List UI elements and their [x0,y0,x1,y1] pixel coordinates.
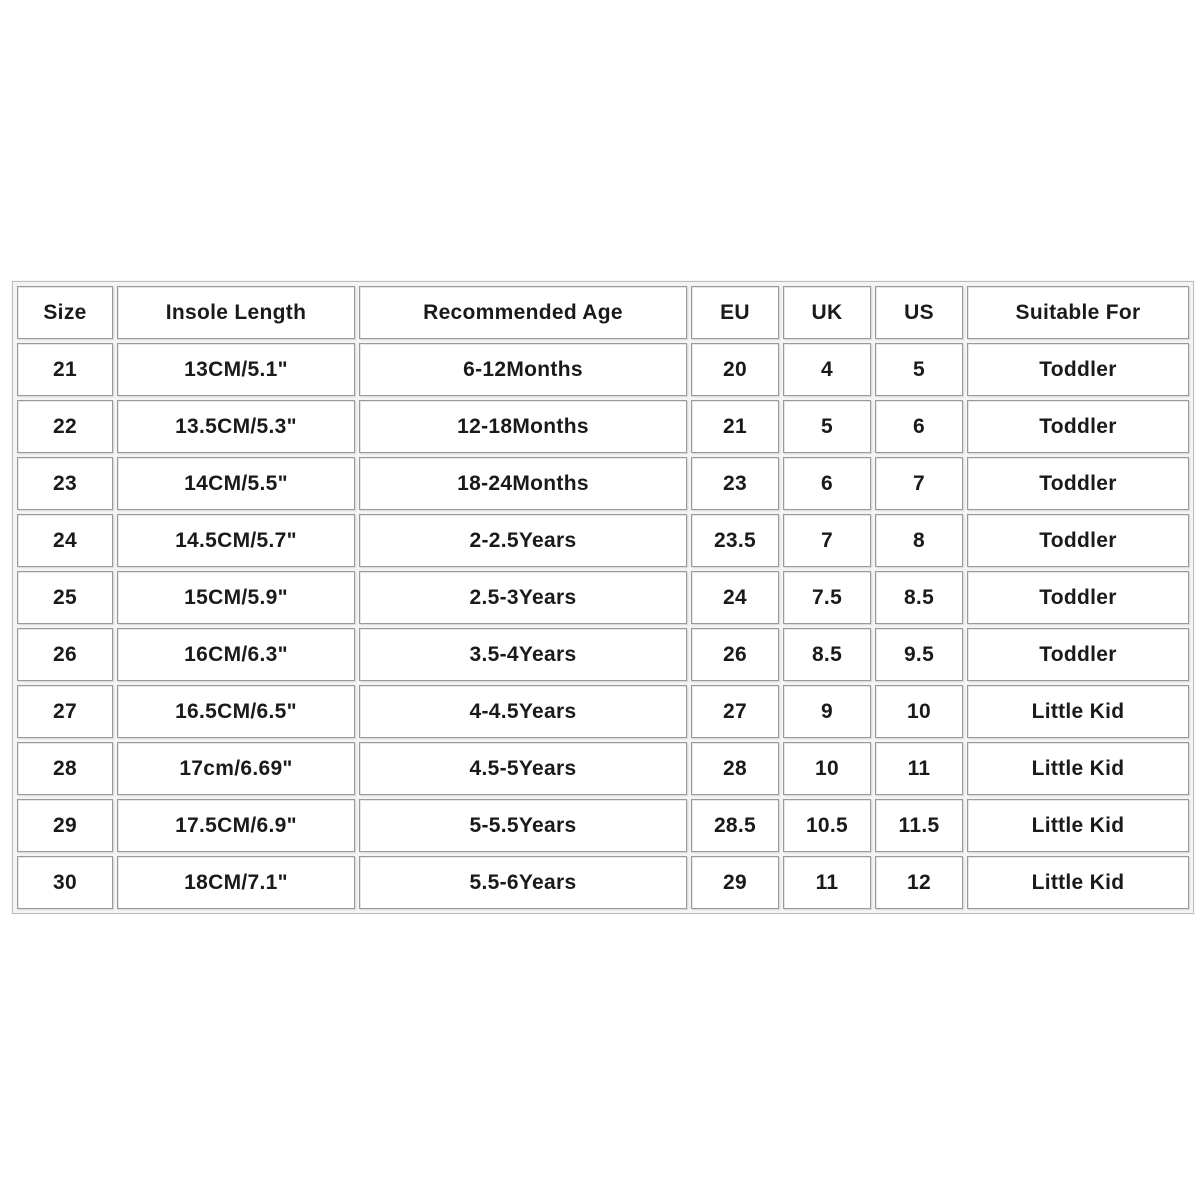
cell-eu: 28 [691,742,779,795]
cell-us: 11.5 [875,799,963,852]
cell-uk: 11 [783,856,871,909]
cell-insole-length: 13.5CM/5.3" [117,400,355,453]
cell-us: 8 [875,514,963,567]
cell-suitable-for: Little Kid [967,856,1189,909]
cell-insole-length: 16.5CM/6.5" [117,685,355,738]
table-row [17,628,1189,681]
cell-insole-length: 17cm/6.69" [117,742,355,795]
cell-insole-length: 14CM/5.5" [117,457,355,510]
cell-suitable-for: Little Kid [967,742,1189,795]
header-size: Size [17,286,113,339]
cell-uk: 9 [783,685,871,738]
cell-eu: 28.5 [691,799,779,852]
cell-insole-length: 17.5CM/6.9" [117,799,355,852]
cell-us: 12 [875,856,963,909]
cell-uk: 7.5 [783,571,871,624]
cell-recommended-age: 4-4.5Years [359,685,687,738]
header-row [17,286,1189,339]
cell-size: 30 [17,856,113,909]
table-row [17,685,1189,738]
header-us: US [875,286,963,339]
cell-us: 5 [875,343,963,396]
cell-eu: 21 [691,400,779,453]
cell-uk: 7 [783,514,871,567]
cell-recommended-age: 12-18Months [359,400,687,453]
cell-recommended-age: 5-5.5Years [359,799,687,852]
cell-uk: 10.5 [783,799,871,852]
cell-recommended-age: 2.5-3Years [359,571,687,624]
table-row [17,514,1189,567]
cell-insole-length: 16CM/6.3" [117,628,355,681]
cell-eu: 23 [691,457,779,510]
cell-us: 9.5 [875,628,963,681]
cell-uk: 6 [783,457,871,510]
cell-suitable-for: Toddler [967,400,1189,453]
cell-insole-length: 13CM/5.1" [117,343,355,396]
cell-us: 11 [875,742,963,795]
table-row [17,799,1189,852]
cell-recommended-age: 2-2.5Years [359,514,687,567]
cell-suitable-for: Toddler [967,514,1189,567]
cell-recommended-age: 3.5-4Years [359,628,687,681]
cell-suitable-for: Toddler [967,628,1189,681]
cell-suitable-for: Toddler [967,343,1189,396]
cell-size: 26 [17,628,113,681]
header-recommended-age: Recommended Age [359,286,687,339]
cell-eu: 24 [691,571,779,624]
cell-uk: 8.5 [783,628,871,681]
cell-uk: 5 [783,400,871,453]
cell-suitable-for: Toddler [967,457,1189,510]
cell-recommended-age: 5.5-6Years [359,856,687,909]
cell-us: 10 [875,685,963,738]
cell-uk: 4 [783,343,871,396]
cell-suitable-for: Little Kid [967,799,1189,852]
table-row [17,742,1189,795]
header-eu: EU [691,286,779,339]
cell-size: 22 [17,400,113,453]
cell-eu: 20 [691,343,779,396]
cell-recommended-age: 4.5-5Years [359,742,687,795]
cell-eu: 26 [691,628,779,681]
cell-size: 21 [17,343,113,396]
header-insole-length: Insole Length [117,286,355,339]
cell-insole-length: 18CM/7.1" [117,856,355,909]
header-suitable-for: Suitable For [967,286,1189,339]
table-row [17,571,1189,624]
cell-insole-length: 15CM/5.9" [117,571,355,624]
cell-eu: 29 [691,856,779,909]
cell-size: 28 [17,742,113,795]
table-row [17,457,1189,510]
cell-suitable-for: Little Kid [967,685,1189,738]
cell-us: 7 [875,457,963,510]
cell-insole-length: 14.5CM/5.7" [117,514,355,567]
header-uk: UK [783,286,871,339]
cell-size: 23 [17,457,113,510]
cell-us: 6 [875,400,963,453]
cell-recommended-age: 6-12Months [359,343,687,396]
cell-size: 25 [17,571,113,624]
table-row [17,856,1189,909]
size-chart-table [12,281,1194,914]
cell-uk: 10 [783,742,871,795]
cell-us: 8.5 [875,571,963,624]
cell-eu: 23.5 [691,514,779,567]
cell-eu: 27 [691,685,779,738]
cell-size: 27 [17,685,113,738]
table-row [17,400,1189,453]
cell-recommended-age: 18-24Months [359,457,687,510]
table-row [17,343,1189,396]
cell-size: 24 [17,514,113,567]
cell-size: 29 [17,799,113,852]
cell-suitable-for: Toddler [967,571,1189,624]
